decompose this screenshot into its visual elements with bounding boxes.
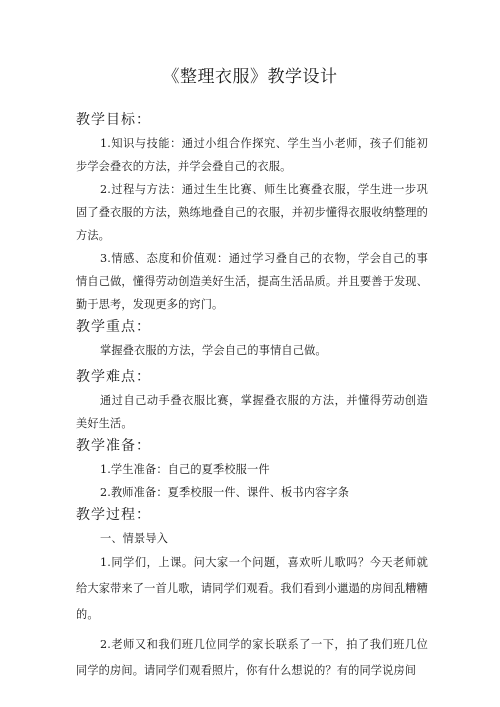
process-subheading: 一、情景导入	[100, 532, 169, 545]
section-heading-key-points: 教学重点：	[76, 319, 151, 335]
difficulties-text: 通过自己动手叠衣服比赛，掌握叠衣服的方法，并懂得劳动创造美好生活。	[76, 394, 428, 430]
section-heading-preparation: 教学准备：	[76, 438, 151, 454]
section-heading-goals: 教学目标：	[76, 112, 151, 128]
preparation-item-students: 1.学生准备：自己的夏季校服一件	[100, 463, 270, 476]
key-points-text: 掌握叠衣服的方法，学会自己的事情自己做。	[100, 344, 327, 357]
section-heading-difficulties: 教学难点：	[76, 369, 151, 385]
document-title: 《整理衣服》教学设计	[162, 67, 338, 87]
goal-item-emotion: 3.情感、态度和价值观：通过学习叠自己的衣物，学会自己的事情自己做，懂得劳动创造美好生活，提高生活品质。并且要善于发现、勤于思考，发现更多的窍门。	[76, 252, 428, 311]
section-heading-process: 教学过程：	[76, 507, 151, 523]
process-item-1: 1.同学们，上课。问大家一个问题，喜欢听儿歌吗？今天老师就给大家带来了一首儿歌，请同学们观看。我们看到小邋遢的房间乱糟糟的。	[76, 556, 428, 621]
document-body	[76, 109, 428, 684]
goal-item-knowledge: 1.知识与技能：通过小组合作探究、学生当小老师，孩子们能初步学会叠衣的方法，并学会叠自己的衣服。	[76, 137, 428, 173]
preparation-item-teacher: 2.教师准备：夏季校服一件、课件、板书内容字条	[100, 486, 350, 499]
process-item-2: 2.老师又和我们班几位同学的家长联系了一下，拍了我们班几位同学的房间。请同学们观看照片，你有什么想说的？有的同学说房间	[76, 638, 428, 677]
goal-item-process: 2.过程与方法：通过生生比赛、师生比赛叠衣服，学生进一步巩固了叠衣服的方法，熟练地叠自己的衣服，并初步懂得衣服收纳整理的方法。	[76, 183, 428, 242]
